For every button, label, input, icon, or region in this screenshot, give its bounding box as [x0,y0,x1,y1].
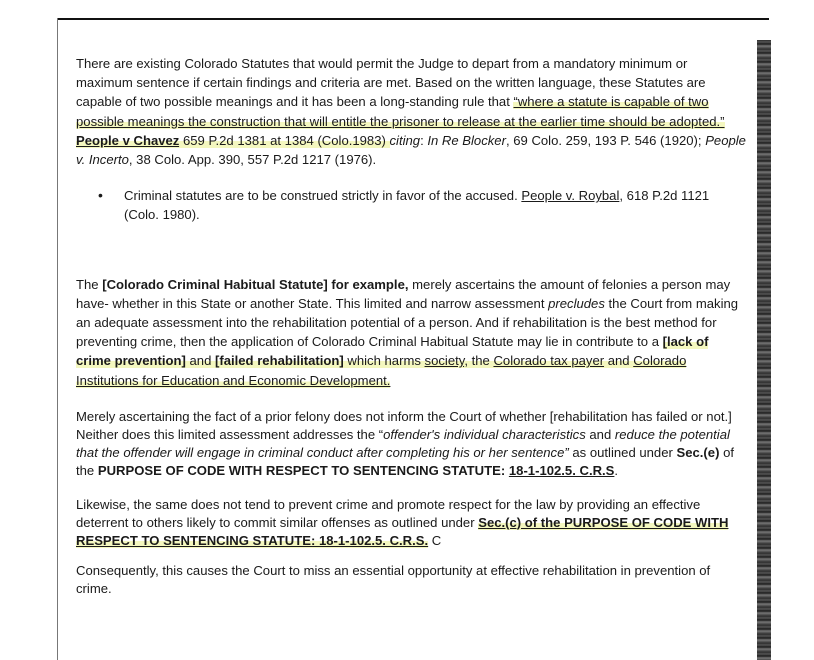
p2-society: society [424,353,465,369]
p3-sec-e: Sec.(e) [676,445,720,461]
p1-cite2: , 69 Colo. 259, 193 P. 546 (1920); [505,132,706,148]
case-blocker: In Re Blocker [427,132,506,148]
p3-reduce-potential: reduce the potential that the offender will engage in criminal conduct after completing his or her sentence” [76,427,730,461]
bullet-body: Criminal statutes are to be construed strictly in favor of the accused. [124,188,522,204]
p3-t2: and [585,427,615,443]
case-roybal: People v. Roybal [521,188,620,204]
p2-t4: and [185,353,215,369]
p2-t6: , the [464,353,494,369]
p2-institutions: Colorado Institutions for Education and Economic Development. [76,353,687,388]
p2-failed-rehabilitation: [failed rehabilitation] [215,353,344,369]
p4-t1: Likewise, the same does not tend to prevent crime and promote respect for the law by providing an effective deterrent to others likely to commit similar offenses as outlined under [76,496,701,530]
p4-sec-c-statute: Sec.(c) of the PURPOSE OF CODE WITH RESPECT TO SENTENCING STATUTE: 18-1-102.5. C.R.S. [76,514,729,548]
p2-lack-crime-prevention: [lack of crime prevention] [76,334,709,369]
p3-individual-characteristics: offender's individual characteristics [383,427,586,443]
p2-t1: The [76,276,103,292]
paragraph-prior-felony [76,408,746,481]
p2-t2: merely ascertains the amount of felonies a person may have- whether in this State or another State. This limited and narrow assessment [76,276,731,311]
p1-intro: There are existing Colorado Statutes that would permit the Judge to depart from a mandatory minimum or maximum sentence if certain findings and criteria are met. Based on the written language, these Statutes are capable of two possible meanings and it has been a long-standing rule that [76,56,706,110]
bullet-item [76,186,746,224]
p3-t5: . [614,463,619,479]
case-chavez: People v Chavez [76,132,180,148]
p1-citing: citing [389,132,421,148]
p2-t5: which harms [343,353,425,369]
p2-tax-payer: Colorado tax payer [493,353,605,369]
paragraph-statutes [76,54,746,169]
p2-habitual-statute: [Colorado Criminal Habitual Statute] for example, [102,276,409,292]
p1-cite3: , 38 Colo. App. 390, 557 P.2d 1217 (1976). [128,152,377,168]
page-top-border [57,18,769,20]
case-incerto: People v. Incerto [76,132,746,168]
p2-precludes: precludes [548,295,605,311]
page-left-border [57,18,58,660]
paragraph-deterrent [76,496,746,550]
p2-t3: the Court from making an adequate assessment into the rehabilitation potential of a person. And if rehabilitation is the best method for preventing crime, then the application of Colorado Criminal Habitual Statute may lie in contribute to a [76,295,739,350]
p3-t4: of the [76,445,735,479]
p1-cite: 659 P.2d 1381 at 1384 (Colo.1983) [179,132,390,148]
p3-t3: as outlined under [568,445,677,461]
p3-t1: Merely ascertaining the fact of a prior felony does not inform the Court of whether [rehabilitation has failed or not.] Neither does this limited assessment addresses the “ [76,408,732,443]
bullet-text [124,186,746,224]
bullet-cite: , 618 P.2d 1121 (Colo. 1980). [124,188,710,223]
p1-colon: : [420,132,428,148]
p3-statute-number: 18-1-102.5. C.R.S [508,463,615,479]
document-body [76,54,746,599]
p3-purpose-code: PURPOSE OF CODE WITH RESPECT TO SENTENCING STATUTE: [97,463,509,479]
bullet-icon: • [98,187,103,204]
paragraph-habitual-statute [76,275,746,390]
scan-edge-shadow [757,40,771,660]
p2-t7: and [604,353,634,369]
p1-quote: “where a statute is capable of two possible meanings the construction that will entitle the prisoner to release at the earlier time should be adopted.” [76,94,725,129]
paragraph-conclusion: Consequently, this causes the Court to miss an essential opportunity at effective rehabilitation in prevention of crime. [76,562,711,597]
p4-t2: C [428,532,442,548]
